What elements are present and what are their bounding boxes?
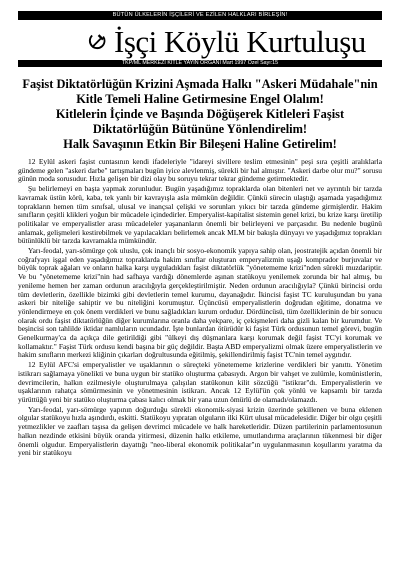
headline — [18, 77, 382, 152]
headline-line-2: Kitlelerin İçinde ve Başında Döğüşerek Kitleleri Faşist Diktatörlüğün Bütününe Yönlendirelim! — [55, 107, 345, 136]
masthead-title: İşçi Köylü Kurtuluşu — [114, 24, 366, 59]
paragraph: 12 Eylül askeri faşist cuntasının kendi ifadeleriyle "idareyi sivillere teslim etmesinin" peşi sıra çeşitli aralıklarla gündeme gelen "askeri darbe" tartışmaları bugün iyice alevlenmiş, sürekli bir hal almıştır. "Askeri darbe olur mu?" sorusu günün moda sorusudur. Hızla gelişen bir dizi olay bu soruyu tekrar tekrar gündeme getirmektedir. — [18, 157, 382, 184]
article-body — [18, 158, 382, 458]
headline-line-1: Faşist Diktatörlüğün Krizini Aşmada Halkı "Askeri Müdahale"nin Kitle Temeli Haline Getirmesine Engel Olalım! — [22, 77, 378, 106]
paragraph: 12 Eylül AFC'si emperyalistler ve uşaklarının o süreçteki yönetememe krizlerine verdikleri bir yanıttı. Yönetim istikrarı sağlamaya yönelikti ve buna uygun bir statüko oluşturma çabasıydı. Argon bir vahşet ve zulümle, komünistlerin, devrimcilerin, halkın ezilmesiyle oluşturulmaya çalışılan statükonun kilit sözcüğü "istikrar"dı. Emperyalistlerin ve uşaklarının rahatça sömürmesinin ve yönetmesinin istikrarı. Ancak 12 Eylül'ün çok yönlü ve kapsamlı bir tarzda yürüttüğü yeni bir statüko oluşturma çabası kalıcı olmak bir yana uzun ömürlü de olamadı/olamazdı. — [18, 360, 382, 404]
headline-line-3: Halk Savaşının Etkin Bir Bileşeni Haline Getirelim! — [63, 137, 337, 151]
hammer-sickle-icon — [86, 31, 108, 53]
masthead — [18, 20, 382, 60]
paragraph: Yarı-feodal, yarı-sömürge yapının doğurduğu sürekli ekonomik-siyasi krizin üzerinde şekillenen ve buna eklenen olgular statükoyu hızla aşındırdı, eskitti. Statükoyu yıpratan olguların ilki Kürt ulusal mücadelesidir. Diğer bir olgu çeşitli yetmezlikler ve zaafları taşısa da gelişen devrimci mücadele ve halk hareketleridir. Düzen partilerinin parlamentosunun halkın nezdinde etkisini büyük oranda yitirmesi, düzenin halkı etkileme, umutlandırma araçlarının tükenmesi bir diğer önemli olgudur. Emperyalistlerin dayattığı "neo-liberal ekonomik politikalar"ın uygulanmasının koşullarını yaratma da yeni bir statükoyu — [18, 404, 382, 458]
paragraph: Şu belirlemeyi en başta yapmak zorunludur. Bugün yaşadığımız topraklarda olan bitenleri net ve ayrıntılı bir tarzda kavramak üstün körü, kaba, tek yanlı bir kavrayışla asla mümkün değildir. Çünkü sürecin ulaştığı aşamada yaşadığımız toprakların hemen tüm sınıfsal, ulusal ve inançsal çelişki ve sorunları yıkıcı bir tarzda gündeme girmişlerdir. Hakim sınıfların çeşitli klikleri yoğun bir mücadele içindedirler. Emperyalist-kapitalist sistemin genel krizi, bu krize karşı üretilip politikalar ve emperyalistler arası mücadeleler yaşananların önemli bir belirleyeni ve parçasıdır. Bu nedenle bugünü anlamak, gelişmeleri kestirebilmek ve yapılacakları belirlemek ancak MLM bir bakışla dünyayı ve yaşadığımız toprakları bütünlüklü bir tarzda kavramakla mümkündür. — [18, 184, 382, 246]
sub-banner: TKP/ML MERKEZİ KİTLE YAYIN ORGANI Mart 1997 Özel Sayı:15 — [18, 60, 382, 67]
paragraph: Yarı-feodal, yarı-sömürge çok uluslu, çok inançlı bir sosyo-ekonomik yapıya sahip olan, jeostratejik açıdan önemli bir coğrafyayı işgal eden yaşadığımız topraklarda hakim sınıflar oluşturan emperyalizmin uşağı komprador burjuvalar ve büyük toprak ağaları ve onların halka karşı uyguladıkları faşist diktatörlük "yönetememe krizi"nden sürekli muzdariptir. Ve bu "yönetememe krizi"nin had safhaya vardığı dönemlerde aşınan statükoyu yenilemek zorunda bir hal almış, bu yenileme hemen her zaman ordunun aracılığıyla gerçekleştirilmiştir. Neden ordunun aracılığıyla? Çünkü birincisi ordu tüm devletlerin, özellikle bizimki gibi devletlerin temel kurumu, dayanağıdır. İkincisi faşist TC kuruluşundan bu yana askeri bir niteliğe sahiptir ve bu niteliğini korumuştur. Üçüncüsü emperyalistlerin doğrudan eğitime, donatma ve yönlendirmeye en çok önem verdikleri ve bunu sağladıkları kurum ordudur. Dördüncüsü, tüm özelliklerinin de bir sonucu olarak ordu faşist diktatörlüğün diğer kurumlarına oranla daha yekpare, iç çekişmeleri daha gizli kalan bir kurumdur. Ve beşincisi son tahlilde iktidar namluların ucundadır. İşte bunlardan ötürüdür ki faşist Türk ordusunun temel görevi, bugün Genelkurmay'ca da açıkça dile getirildiği gibi "ülkeyi dış düşmanlara karşı korumak değil faşist TC'yi korumak ve kollamaktır." Faşist Türk ordusu kendi başına bir güç değildir. Başta ABD emperyalizmi olmak üzere emperyalistlerin ve hakim sınıfların merkezi kliğinin çıkarları doğrultusunda eğitilmiş, şekillendirilmiş faşist TC'nin temel aygıtıdır. — [18, 246, 382, 360]
document-page — [0, 11, 400, 577]
top-banner: BÜTÜN ÜLKELERİN İŞÇİLERİ VE EZİLEN HALKLARI BİRLEŞİN! — [18, 11, 382, 20]
